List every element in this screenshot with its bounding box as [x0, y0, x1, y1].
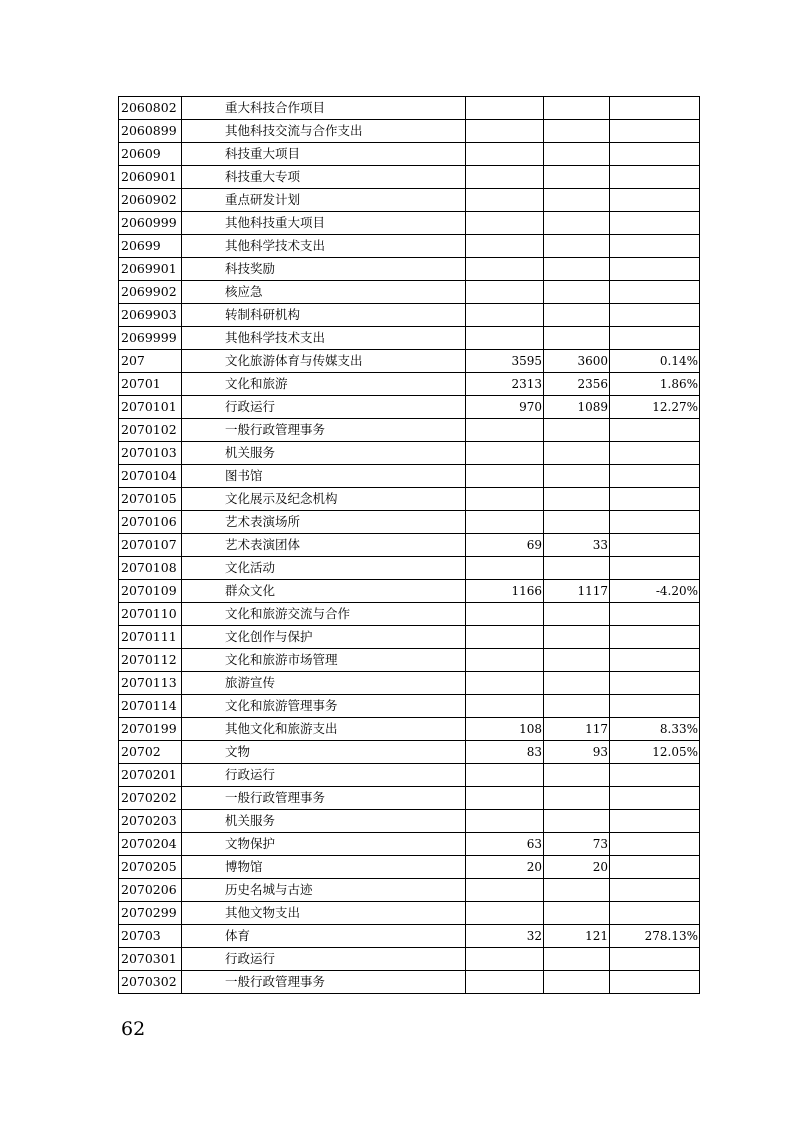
- cell-prev-amount: [466, 281, 544, 304]
- cell-curr-amount: [544, 557, 610, 580]
- cell-code: 20702: [119, 741, 182, 764]
- table-row: [119, 787, 700, 810]
- table-row: [119, 557, 700, 580]
- cell-curr-amount: [544, 189, 610, 212]
- table-row: [119, 580, 700, 603]
- cell-code: 2070203: [119, 810, 182, 833]
- cell-curr-amount: 1117: [544, 580, 610, 603]
- table-row: [119, 166, 700, 189]
- cell-prev-amount: 32: [466, 925, 544, 948]
- cell-prev-amount: [466, 948, 544, 971]
- cell-prev-amount: 2313: [466, 373, 544, 396]
- table-row: [119, 626, 700, 649]
- cell-prev-amount: [466, 120, 544, 143]
- cell-change-pct: [610, 465, 700, 488]
- cell-item-name: 一般行政管理事务: [182, 419, 466, 442]
- table-row: [119, 327, 700, 350]
- cell-change-pct: [610, 764, 700, 787]
- cell-change-pct: [610, 488, 700, 511]
- table-row: [119, 488, 700, 511]
- cell-curr-amount: [544, 419, 610, 442]
- cell-code: 2069902: [119, 281, 182, 304]
- cell-item-name: 机关服务: [182, 810, 466, 833]
- cell-code: 2070302: [119, 971, 182, 994]
- cell-prev-amount: [466, 442, 544, 465]
- cell-change-pct: [610, 442, 700, 465]
- cell-curr-amount: [544, 235, 610, 258]
- cell-change-pct: [610, 258, 700, 281]
- cell-item-name: 体育: [182, 925, 466, 948]
- cell-code: 2070206: [119, 879, 182, 902]
- cell-item-name: 其他科学技术支出: [182, 327, 466, 350]
- cell-change-pct: [610, 672, 700, 695]
- cell-curr-amount: 117: [544, 718, 610, 741]
- cell-change-pct: [610, 281, 700, 304]
- cell-curr-amount: [544, 258, 610, 281]
- cell-prev-amount: 3595: [466, 350, 544, 373]
- cell-code: 2060802: [119, 97, 182, 120]
- table-row: [119, 879, 700, 902]
- table-row: [119, 235, 700, 258]
- cell-change-pct: 12.05%: [610, 741, 700, 764]
- table-row: [119, 511, 700, 534]
- table-row: [119, 212, 700, 235]
- cell-code: 20701: [119, 373, 182, 396]
- cell-prev-amount: [466, 695, 544, 718]
- cell-prev-amount: [466, 810, 544, 833]
- cell-curr-amount: [544, 879, 610, 902]
- cell-item-name: 行政运行: [182, 396, 466, 419]
- cell-prev-amount: [466, 971, 544, 994]
- table-row: [119, 534, 700, 557]
- cell-change-pct: [610, 235, 700, 258]
- table-row: [119, 189, 700, 212]
- cell-item-name: 其他科技重大项目: [182, 212, 466, 235]
- cell-code: 2060901: [119, 166, 182, 189]
- cell-prev-amount: 20: [466, 856, 544, 879]
- cell-curr-amount: [544, 787, 610, 810]
- cell-item-name: 艺术表演团体: [182, 534, 466, 557]
- cell-prev-amount: [466, 235, 544, 258]
- cell-prev-amount: [466, 672, 544, 695]
- cell-change-pct: 0.14%: [610, 350, 700, 373]
- cell-code: 2070112: [119, 649, 182, 672]
- cell-change-pct: [610, 810, 700, 833]
- cell-code: 207: [119, 350, 182, 373]
- table-row: [119, 833, 700, 856]
- cell-code: 2070201: [119, 764, 182, 787]
- cell-change-pct: [610, 833, 700, 856]
- cell-curr-amount: [544, 327, 610, 350]
- table-row: [119, 442, 700, 465]
- cell-code: 2060902: [119, 189, 182, 212]
- cell-code: 2070109: [119, 580, 182, 603]
- cell-prev-amount: [466, 189, 544, 212]
- cell-item-name: 科技重大项目: [182, 143, 466, 166]
- table-row: [119, 396, 700, 419]
- cell-item-name: 图书馆: [182, 465, 466, 488]
- cell-item-name: 机关服务: [182, 442, 466, 465]
- cell-change-pct: [610, 189, 700, 212]
- cell-item-name: 文化创作与保护: [182, 626, 466, 649]
- table-row: [119, 948, 700, 971]
- cell-item-name: 科技重大专项: [182, 166, 466, 189]
- cell-prev-amount: [466, 419, 544, 442]
- cell-prev-amount: [466, 511, 544, 534]
- cell-curr-amount: [544, 166, 610, 189]
- table-row: [119, 695, 700, 718]
- cell-item-name: 文化展示及纪念机构: [182, 488, 466, 511]
- cell-code: 2070108: [119, 557, 182, 580]
- cell-item-name: 重大科技合作项目: [182, 97, 466, 120]
- cell-item-name: 科技奖励: [182, 258, 466, 281]
- cell-item-name: 行政运行: [182, 764, 466, 787]
- cell-curr-amount: [544, 764, 610, 787]
- cell-code: 2070105: [119, 488, 182, 511]
- cell-item-name: 文化和旅游交流与合作: [182, 603, 466, 626]
- cell-prev-amount: 69: [466, 534, 544, 557]
- cell-change-pct: [610, 97, 700, 120]
- cell-change-pct: [610, 626, 700, 649]
- cell-curr-amount: [544, 971, 610, 994]
- cell-curr-amount: [544, 120, 610, 143]
- table-body: [119, 97, 700, 994]
- table-row: [119, 649, 700, 672]
- cell-code: 2070101: [119, 396, 182, 419]
- table-row: [119, 304, 700, 327]
- cell-prev-amount: 970: [466, 396, 544, 419]
- cell-curr-amount: [544, 488, 610, 511]
- table-row: [119, 971, 700, 994]
- cell-change-pct: [610, 649, 700, 672]
- cell-item-name: 一般行政管理事务: [182, 787, 466, 810]
- cell-code: 2070102: [119, 419, 182, 442]
- table-row: [119, 925, 700, 948]
- cell-prev-amount: [466, 787, 544, 810]
- cell-change-pct: [610, 534, 700, 557]
- cell-curr-amount: 73: [544, 833, 610, 856]
- cell-code: 2060899: [119, 120, 182, 143]
- cell-prev-amount: [466, 97, 544, 120]
- cell-item-name: 文化和旅游: [182, 373, 466, 396]
- cell-prev-amount: [466, 212, 544, 235]
- cell-change-pct: 12.27%: [610, 396, 700, 419]
- cell-item-name: 一般行政管理事务: [182, 971, 466, 994]
- cell-item-name: 其他科学技术支出: [182, 235, 466, 258]
- cell-code: 2070107: [119, 534, 182, 557]
- table-row: [119, 902, 700, 925]
- cell-curr-amount: [544, 672, 610, 695]
- cell-item-name: 文化和旅游管理事务: [182, 695, 466, 718]
- cell-curr-amount: 20: [544, 856, 610, 879]
- cell-curr-amount: [544, 304, 610, 327]
- cell-code: 2069999: [119, 327, 182, 350]
- cell-prev-amount: 83: [466, 741, 544, 764]
- cell-prev-amount: [466, 879, 544, 902]
- cell-item-name: 艺术表演场所: [182, 511, 466, 534]
- cell-change-pct: [610, 787, 700, 810]
- cell-prev-amount: 63: [466, 833, 544, 856]
- table-row: [119, 764, 700, 787]
- cell-prev-amount: [466, 465, 544, 488]
- cell-code: 2070202: [119, 787, 182, 810]
- cell-code: 20609: [119, 143, 182, 166]
- cell-curr-amount: [544, 212, 610, 235]
- page-number: 62: [121, 1018, 146, 1040]
- cell-code: 2070111: [119, 626, 182, 649]
- cell-change-pct: [610, 304, 700, 327]
- cell-code: 2069901: [119, 258, 182, 281]
- table-row: [119, 120, 700, 143]
- cell-code: 2069903: [119, 304, 182, 327]
- cell-code: 2070104: [119, 465, 182, 488]
- cell-change-pct: [610, 557, 700, 580]
- cell-item-name: 转制科研机构: [182, 304, 466, 327]
- cell-curr-amount: [544, 442, 610, 465]
- table-row: [119, 741, 700, 764]
- table-row: [119, 718, 700, 741]
- cell-prev-amount: [466, 304, 544, 327]
- table-row: [119, 350, 700, 373]
- cell-curr-amount: [544, 695, 610, 718]
- cell-code: 2070199: [119, 718, 182, 741]
- cell-item-name: 其他文物支出: [182, 902, 466, 925]
- cell-item-name: 旅游宣传: [182, 672, 466, 695]
- cell-curr-amount: 33: [544, 534, 610, 557]
- budget-table: [118, 96, 700, 994]
- cell-prev-amount: [466, 649, 544, 672]
- table-row: [119, 465, 700, 488]
- cell-curr-amount: [544, 281, 610, 304]
- cell-change-pct: [610, 511, 700, 534]
- cell-item-name: 重点研发计划: [182, 189, 466, 212]
- cell-change-pct: [610, 166, 700, 189]
- table-row: [119, 419, 700, 442]
- cell-prev-amount: [466, 166, 544, 189]
- cell-prev-amount: 108: [466, 718, 544, 741]
- cell-change-pct: [610, 879, 700, 902]
- cell-curr-amount: 2356: [544, 373, 610, 396]
- table-row: [119, 281, 700, 304]
- cell-prev-amount: [466, 626, 544, 649]
- cell-code: 2070205: [119, 856, 182, 879]
- cell-prev-amount: [466, 488, 544, 511]
- cell-prev-amount: [466, 557, 544, 580]
- cell-change-pct: [610, 971, 700, 994]
- cell-code: 2060999: [119, 212, 182, 235]
- table-row: [119, 373, 700, 396]
- table-row: [119, 810, 700, 833]
- cell-item-name: 文物: [182, 741, 466, 764]
- cell-prev-amount: [466, 143, 544, 166]
- table-row: [119, 672, 700, 695]
- cell-code: 2070204: [119, 833, 182, 856]
- cell-change-pct: 1.86%: [610, 373, 700, 396]
- cell-change-pct: 278.13%: [610, 925, 700, 948]
- cell-item-name: 文化旅游体育与传媒支出: [182, 350, 466, 373]
- cell-change-pct: [610, 212, 700, 235]
- table-row: [119, 258, 700, 281]
- cell-prev-amount: [466, 902, 544, 925]
- cell-code: 2070103: [119, 442, 182, 465]
- cell-prev-amount: [466, 764, 544, 787]
- cell-change-pct: [610, 419, 700, 442]
- cell-prev-amount: [466, 327, 544, 350]
- cell-code: 2070113: [119, 672, 182, 695]
- cell-change-pct: [610, 948, 700, 971]
- cell-code: 2070299: [119, 902, 182, 925]
- cell-prev-amount: 1166: [466, 580, 544, 603]
- table-row: [119, 97, 700, 120]
- cell-curr-amount: [544, 649, 610, 672]
- table-row: [119, 143, 700, 166]
- cell-curr-amount: 121: [544, 925, 610, 948]
- cell-item-name: 博物馆: [182, 856, 466, 879]
- cell-change-pct: [610, 695, 700, 718]
- cell-curr-amount: [544, 948, 610, 971]
- cell-prev-amount: [466, 258, 544, 281]
- cell-item-name: 文化和旅游市场管理: [182, 649, 466, 672]
- cell-curr-amount: [544, 626, 610, 649]
- cell-item-name: 群众文化: [182, 580, 466, 603]
- cell-item-name: 其他科技交流与合作支出: [182, 120, 466, 143]
- cell-curr-amount: 3600: [544, 350, 610, 373]
- cell-change-pct: 8.33%: [610, 718, 700, 741]
- cell-item-name: 行政运行: [182, 948, 466, 971]
- cell-item-name: 历史名城与古迹: [182, 879, 466, 902]
- cell-code: 2070106: [119, 511, 182, 534]
- cell-curr-amount: 1089: [544, 396, 610, 419]
- cell-code: 2070301: [119, 948, 182, 971]
- cell-curr-amount: 93: [544, 741, 610, 764]
- cell-curr-amount: [544, 603, 610, 626]
- cell-code: 2070114: [119, 695, 182, 718]
- cell-curr-amount: [544, 465, 610, 488]
- cell-change-pct: [610, 120, 700, 143]
- cell-item-name: 文物保护: [182, 833, 466, 856]
- cell-curr-amount: [544, 511, 610, 534]
- cell-code: 20699: [119, 235, 182, 258]
- cell-change-pct: [610, 327, 700, 350]
- cell-change-pct: [610, 902, 700, 925]
- cell-item-name: 文化活动: [182, 557, 466, 580]
- cell-change-pct: -4.20%: [610, 580, 700, 603]
- cell-curr-amount: [544, 143, 610, 166]
- cell-curr-amount: [544, 97, 610, 120]
- cell-code: 2070110: [119, 603, 182, 626]
- cell-change-pct: [610, 856, 700, 879]
- cell-code: 20703: [119, 925, 182, 948]
- cell-curr-amount: [544, 810, 610, 833]
- cell-change-pct: [610, 603, 700, 626]
- cell-curr-amount: [544, 902, 610, 925]
- cell-item-name: 核应急: [182, 281, 466, 304]
- cell-change-pct: [610, 143, 700, 166]
- table-row: [119, 603, 700, 626]
- cell-item-name: 其他文化和旅游支出: [182, 718, 466, 741]
- cell-prev-amount: [466, 603, 544, 626]
- table-row: [119, 856, 700, 879]
